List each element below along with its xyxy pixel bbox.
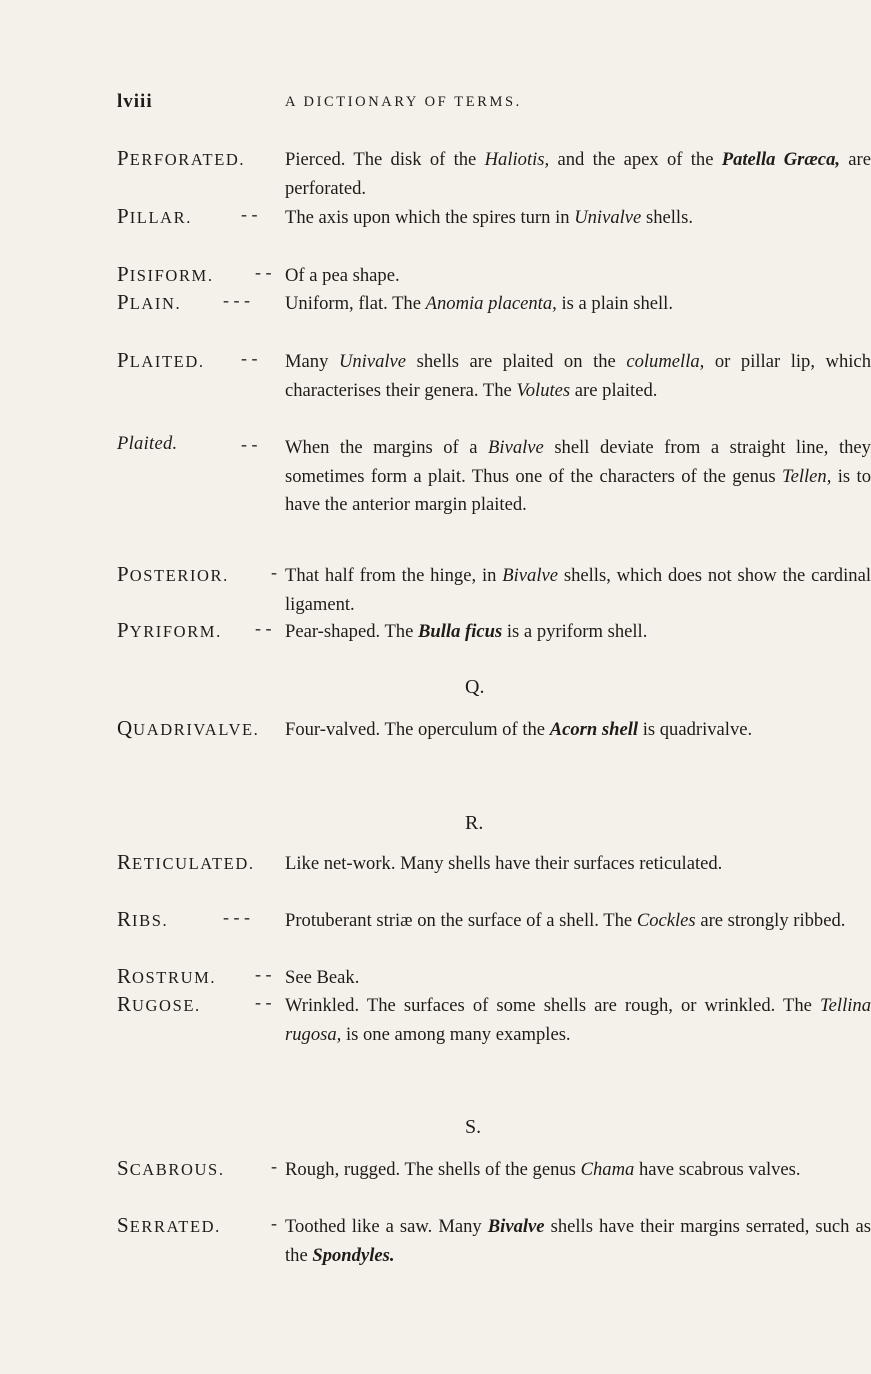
entry-term: ROSTRUM. — [117, 964, 217, 988]
entry-definition: Uniform, flat. The Anomia placenta, is a plain shell. — [285, 293, 673, 314]
entry-quadrivalve — [117, 716, 757, 745]
entry-term: RIBS. — [117, 907, 169, 931]
entry-definition: That half from the hinge, in Bivalve shells, which does not show the cardinal ligament. — [285, 565, 871, 615]
entry-term: SCABROUS. — [117, 1156, 225, 1180]
entry-term: PYRIFORM. — [117, 618, 222, 642]
entry-definition: Many Univalve shells are plaited on the columella, or pillar lip, which characterises their genera. The Volutes are plaited. — [285, 351, 871, 401]
entry-term: RETICULATED. — [117, 850, 255, 874]
running-header — [117, 91, 677, 121]
entry-rugose — [117, 992, 871, 1049]
entry-pyriform — [117, 618, 757, 647]
entry-pisiform — [117, 262, 757, 291]
entry-term: PISIFORM. — [117, 262, 214, 286]
entry-pillar — [117, 204, 757, 233]
entry-perforated — [117, 146, 871, 203]
entry-dashes: - - - — [223, 907, 250, 927]
entry-dashes: - — [271, 562, 277, 582]
page-number: lviii — [117, 91, 153, 112]
entry-definition: Pierced. The disk of the Haliotis, and the apex of the Patella Græca, are perforated. — [285, 149, 871, 199]
entry-dashes: - - — [255, 992, 272, 1012]
entry-dashes: - - — [241, 204, 258, 224]
entry-dashes: - - — [255, 964, 272, 984]
entry-term: PLAIN. — [117, 290, 182, 314]
entry-term: PERFORATED. — [117, 146, 246, 170]
entry-term: SERRATED. — [117, 1213, 221, 1237]
entry-dashes: - — [271, 1156, 277, 1176]
entry-term: QUADRIVALVE. — [117, 716, 260, 740]
entry-definition: Toothed like a saw. Many Bivalve shells have their margins serrated, such as the Spondyles. — [285, 1216, 871, 1266]
section-letter-r: R. — [465, 812, 484, 834]
entry-dashes: - - — [255, 618, 272, 638]
entry-term: PILLAR. — [117, 204, 192, 228]
entry-definition: Like net-work. Many shells have their surfaces reticulated. — [285, 853, 723, 874]
entry-dashes: - - — [241, 434, 258, 454]
entry-definition: Pear-shaped. The Bulla ficus is a pyriform shell. — [285, 621, 648, 642]
entry-reticulated — [117, 850, 757, 879]
entry-dashes: - - — [255, 262, 272, 282]
section-letter-q: Q. — [465, 676, 485, 698]
entry-term: POSTERIOR. — [117, 562, 229, 586]
entry-term: PLAITED. — [117, 348, 205, 372]
entry-definition: The axis upon which the spires turn in Univalve shells. — [285, 207, 693, 228]
entry-plaited — [117, 348, 871, 405]
entry-dashes: - — [271, 1213, 277, 1233]
entry-definition: When the margins of a Bivalve shell deviate from a straight line, they sometimes form a plait. Thus one of the characters of the genus Tellen, is to have the anterior margin plaited. — [285, 437, 871, 515]
running-title: A DICTIONARY OF TERMS. — [285, 94, 522, 110]
entry-definition: Of a pea shape. — [285, 265, 400, 286]
entry-definition: Protuberant striæ on the surface of a shell. The Cockles are strongly ribbed. — [285, 910, 846, 931]
entry-term: RUGOSE. — [117, 992, 201, 1016]
entry-dashes: - - - — [223, 290, 250, 310]
entry-definition: Rough, rugged. The shells of the genus Chama have scabrous valves. — [285, 1159, 801, 1180]
entry-ribs — [117, 907, 846, 936]
entry-definition: See Beak. — [285, 967, 360, 988]
entry-rostrum — [117, 964, 757, 993]
entry-posterior — [117, 562, 871, 619]
entry-scabrous — [117, 1156, 801, 1185]
entry-definition: Wrinkled. The surfaces of some shells are rough, or wrinkled. The Tellina rugosa, is one among many examples. — [285, 995, 871, 1045]
section-letter-s: S. — [465, 1116, 482, 1138]
entry-dashes: - - — [241, 348, 258, 368]
entry-plain — [117, 290, 757, 319]
entry-term: Plaited. — [117, 434, 178, 454]
entry-serrated — [117, 1213, 871, 1270]
entry-plaited-italic — [117, 434, 871, 520]
entry-definition: Four-valved. The operculum of the Acorn shell is quadrivalve. — [285, 719, 753, 740]
